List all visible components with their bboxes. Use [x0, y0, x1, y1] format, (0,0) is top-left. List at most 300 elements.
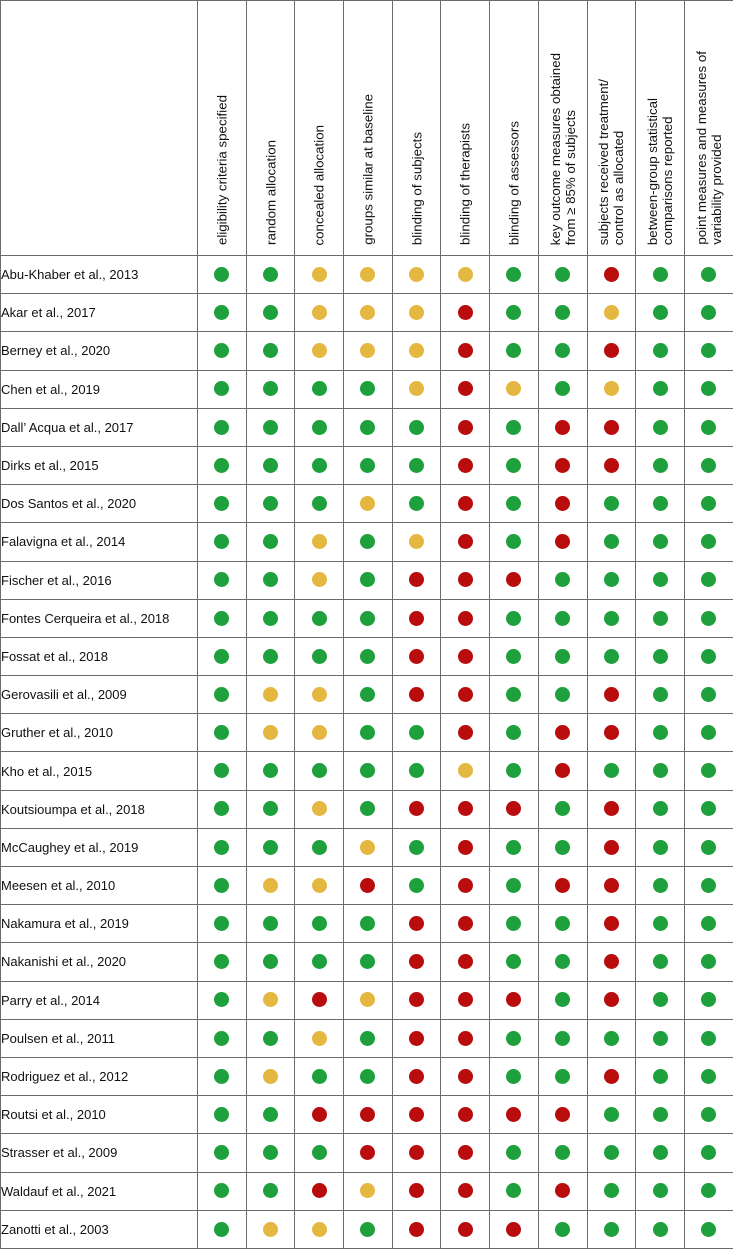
rating-dot-low: [555, 381, 570, 396]
rating-cell: [392, 714, 441, 752]
rating-cell: [295, 1134, 344, 1172]
rating-dot-low: [409, 878, 424, 893]
rating-cell: [490, 485, 539, 523]
rating-cell: [587, 981, 636, 1019]
rating-dot-low: [214, 649, 229, 664]
rating-dot-low: [604, 611, 619, 626]
rating-cell: [587, 561, 636, 599]
rating-cell: [587, 256, 636, 294]
rating-cell: [198, 905, 247, 943]
rating-cell: [246, 446, 295, 484]
rating-cell: [344, 446, 393, 484]
rating-dot-low: [214, 496, 229, 511]
rating-dot-low: [214, 687, 229, 702]
rating-cell: [636, 294, 685, 332]
rating-cell: [636, 561, 685, 599]
study-name: Poulsen et al., 2011: [1, 1019, 198, 1057]
rating-dot-high: [458, 572, 473, 587]
rating-cell: [441, 1134, 490, 1172]
rating-cell: [636, 752, 685, 790]
rating-dot-high: [555, 763, 570, 778]
rating-dot-low: [506, 305, 521, 320]
rating-cell: [295, 714, 344, 752]
criterion-label: key outcome measures obtained from ≥ 85% of subjects: [548, 53, 578, 245]
rating-cell: [441, 370, 490, 408]
rating-dot-low: [653, 534, 668, 549]
rating-dot-low: [701, 343, 716, 358]
rating-dot-low: [409, 420, 424, 435]
rating-dot-low: [312, 649, 327, 664]
rating-dot-high: [604, 687, 619, 702]
study-name: Fischer et al., 2016: [1, 561, 198, 599]
rating-dot-high: [458, 343, 473, 358]
rating-cell: [684, 523, 733, 561]
criterion-header-outcome-85: [538, 1, 587, 256]
table-row: [1, 1096, 733, 1134]
rating-cell: [636, 1096, 685, 1134]
rating-cell: [684, 1096, 733, 1134]
table-row: [1, 1172, 733, 1210]
rating-cell: [490, 256, 539, 294]
table-row: [1, 523, 733, 561]
rating-cell: [246, 714, 295, 752]
rating-cell: [295, 599, 344, 637]
rating-cell: [344, 1096, 393, 1134]
rating-cell: [587, 408, 636, 446]
rating-cell: [538, 828, 587, 866]
rating-dot-low: [653, 1222, 668, 1237]
rating-cell: [246, 828, 295, 866]
rating-dot-high: [604, 954, 619, 969]
rating-cell: [538, 943, 587, 981]
rating-dot-low: [604, 1222, 619, 1237]
rating-dot-low: [506, 1031, 521, 1046]
rating-cell: [684, 981, 733, 1019]
rating-dot-low: [214, 305, 229, 320]
rating-dot-low: [506, 687, 521, 702]
rating-dot-low: [506, 1069, 521, 1084]
rating-cell: [344, 332, 393, 370]
rating-cell: [344, 981, 393, 1019]
criterion-header-concealed-allocation: [295, 1, 344, 256]
rating-cell: [344, 599, 393, 637]
rating-cell: [490, 714, 539, 752]
rating-cell: [198, 714, 247, 752]
rating-cell: [441, 828, 490, 866]
rating-cell: [538, 256, 587, 294]
rating-dot-unclear: [312, 801, 327, 816]
rating-dot-low: [653, 649, 668, 664]
rating-dot-low: [263, 611, 278, 626]
rating-dot-high: [555, 878, 570, 893]
rating-dot-high: [409, 1145, 424, 1160]
rating-dot-low: [360, 420, 375, 435]
rating-dot-unclear: [263, 878, 278, 893]
study-name: Dall’ Acqua et al., 2017: [1, 408, 198, 446]
rating-cell: [490, 752, 539, 790]
rating-cell: [246, 981, 295, 1019]
rating-cell: [295, 1096, 344, 1134]
rating-cell: [538, 981, 587, 1019]
rating-cell: [392, 637, 441, 675]
rating-dot-unclear: [409, 305, 424, 320]
table-row: [1, 561, 733, 599]
rating-cell: [490, 446, 539, 484]
rating-cell: [344, 256, 393, 294]
table-row: [1, 905, 733, 943]
rating-cell: [636, 485, 685, 523]
rating-cell: [198, 1210, 247, 1248]
rating-cell: [538, 294, 587, 332]
study-name: Falavigna et al., 2014: [1, 523, 198, 561]
rating-dot-low: [506, 725, 521, 740]
rating-cell: [295, 867, 344, 905]
rating-cell: [392, 294, 441, 332]
rating-dot-unclear: [409, 381, 424, 396]
rating-cell: [684, 561, 733, 599]
rating-cell: [587, 599, 636, 637]
rating-cell: [344, 408, 393, 446]
rating-dot-high: [506, 1107, 521, 1122]
rating-cell: [392, 1210, 441, 1248]
rating-dot-low: [214, 611, 229, 626]
rating-cell: [587, 332, 636, 370]
rating-cell: [198, 637, 247, 675]
rating-dot-high: [458, 1183, 473, 1198]
rating-cell: [344, 561, 393, 599]
rating-cell: [684, 905, 733, 943]
rating-dot-low: [506, 1145, 521, 1160]
rating-cell: [636, 867, 685, 905]
rating-dot-low: [555, 916, 570, 931]
rating-dot-low: [360, 1069, 375, 1084]
rating-cell: [441, 1096, 490, 1134]
rating-dot-low: [555, 343, 570, 358]
rating-cell: [636, 1172, 685, 1210]
study-name: Rodriguez et al., 2012: [1, 1057, 198, 1095]
rating-dot-high: [409, 954, 424, 969]
rating-dot-low: [214, 725, 229, 740]
rating-cell: [295, 561, 344, 599]
rating-cell: [490, 1210, 539, 1248]
rating-cell: [636, 408, 685, 446]
rating-cell: [587, 637, 636, 675]
rating-cell: [538, 523, 587, 561]
rating-dot-low: [604, 649, 619, 664]
study-name: Fontes Cerqueira et al., 2018: [1, 599, 198, 637]
rating-cell: [295, 523, 344, 561]
rating-dot-high: [409, 801, 424, 816]
rating-dot-low: [312, 1069, 327, 1084]
rating-dot-low: [214, 420, 229, 435]
rating-cell: [392, 1172, 441, 1210]
rating-dot-low: [653, 572, 668, 587]
rating-cell: [246, 867, 295, 905]
rating-dot-low: [312, 763, 327, 778]
rating-dot-low: [214, 458, 229, 473]
rating-cell: [344, 637, 393, 675]
rating-dot-low: [604, 1145, 619, 1160]
table-row: [1, 332, 733, 370]
rating-dot-high: [458, 458, 473, 473]
rating-dot-high: [458, 916, 473, 931]
rating-cell: [636, 790, 685, 828]
rating-dot-low: [263, 381, 278, 396]
rating-cell: [392, 943, 441, 981]
rating-dot-unclear: [312, 687, 327, 702]
rating-dot-low: [555, 992, 570, 1007]
rating-cell: [684, 1057, 733, 1095]
rating-cell: [198, 943, 247, 981]
rating-cell: [344, 370, 393, 408]
rating-cell: [246, 752, 295, 790]
rating-cell: [295, 637, 344, 675]
rating-cell: [344, 714, 393, 752]
rating-cell: [587, 1172, 636, 1210]
rating-cell: [684, 1019, 733, 1057]
rating-dot-low: [604, 496, 619, 511]
rating-cell: [344, 1210, 393, 1248]
rating-dot-high: [409, 611, 424, 626]
rating-dot-high: [409, 916, 424, 931]
rating-cell: [490, 828, 539, 866]
rating-dot-unclear: [360, 1183, 375, 1198]
rating-dot-low: [653, 343, 668, 358]
rating-dot-low: [701, 267, 716, 282]
rating-cell: [246, 294, 295, 332]
rating-cell: [441, 256, 490, 294]
rating-cell: [198, 1096, 247, 1134]
rating-dot-high: [555, 534, 570, 549]
rating-dot-low: [506, 458, 521, 473]
rating-dot-unclear: [360, 496, 375, 511]
rating-cell: [295, 981, 344, 1019]
rating-cell: [490, 867, 539, 905]
rating-dot-low: [214, 916, 229, 931]
rating-dot-high: [458, 840, 473, 855]
rating-dot-low: [360, 954, 375, 969]
rating-cell: [344, 676, 393, 714]
rating-dot-unclear: [360, 305, 375, 320]
rating-dot-low: [506, 611, 521, 626]
rating-dot-low: [263, 458, 278, 473]
rating-dot-low: [360, 572, 375, 587]
rating-dot-low: [263, 1107, 278, 1122]
rating-cell: [344, 485, 393, 523]
rating-dot-low: [653, 611, 668, 626]
rating-cell: [295, 485, 344, 523]
rating-dot-unclear: [360, 343, 375, 358]
rating-cell: [344, 790, 393, 828]
rating-cell: [490, 408, 539, 446]
rating-dot-high: [604, 343, 619, 358]
rating-dot-low: [604, 572, 619, 587]
rating-dot-unclear: [312, 343, 327, 358]
criterion-header-blinding-assessors: [490, 1, 539, 256]
rating-cell: [441, 561, 490, 599]
rating-dot-high: [458, 420, 473, 435]
rating-cell: [295, 752, 344, 790]
table-row: [1, 1210, 733, 1248]
rating-cell: [684, 408, 733, 446]
table-row: [1, 294, 733, 332]
rating-dot-low: [653, 1069, 668, 1084]
rating-dot-low: [653, 381, 668, 396]
rating-dot-low: [214, 1183, 229, 1198]
rating-cell: [392, 1057, 441, 1095]
rating-dot-low: [263, 1031, 278, 1046]
rating-cell: [295, 332, 344, 370]
table-body: [1, 256, 733, 1249]
rating-dot-high: [506, 572, 521, 587]
rating-cell: [246, 485, 295, 523]
rating-dot-low: [312, 1145, 327, 1160]
rating-dot-low: [409, 496, 424, 511]
table-row: [1, 981, 733, 1019]
rating-cell: [684, 714, 733, 752]
rating-dot-low: [506, 420, 521, 435]
rating-dot-low: [653, 1145, 668, 1160]
rating-dot-high: [360, 878, 375, 893]
table-row: [1, 370, 733, 408]
rating-cell: [344, 523, 393, 561]
rating-cell: [295, 256, 344, 294]
study-name: Nakanishi et al., 2020: [1, 943, 198, 981]
rating-dot-low: [701, 496, 716, 511]
rating-dot-low: [214, 267, 229, 282]
rating-dot-low: [701, 381, 716, 396]
rating-cell: [538, 905, 587, 943]
rating-cell: [392, 867, 441, 905]
rating-cell: [198, 256, 247, 294]
rating-dot-low: [701, 611, 716, 626]
rating-cell: [246, 561, 295, 599]
rating-cell: [344, 867, 393, 905]
rating-dot-low: [701, 992, 716, 1007]
rating-dot-low: [214, 840, 229, 855]
table-row: [1, 485, 733, 523]
table-row: [1, 676, 733, 714]
rating-dot-low: [506, 1183, 521, 1198]
rating-dot-low: [263, 572, 278, 587]
rating-dot-low: [653, 1031, 668, 1046]
rating-dot-low: [555, 611, 570, 626]
rating-cell: [538, 676, 587, 714]
rating-dot-low: [701, 1145, 716, 1160]
rating-cell: [538, 332, 587, 370]
rating-dot-low: [214, 572, 229, 587]
rating-dot-low: [263, 534, 278, 549]
rating-cell: [392, 1134, 441, 1172]
rating-dot-low: [653, 1183, 668, 1198]
rating-dot-high: [458, 687, 473, 702]
rating-dot-high: [555, 496, 570, 511]
rating-dot-low: [506, 763, 521, 778]
rating-cell: [684, 867, 733, 905]
table-row: [1, 828, 733, 866]
rating-cell: [636, 1134, 685, 1172]
study-name: Abu-Khaber et al., 2013: [1, 256, 198, 294]
rating-cell: [246, 256, 295, 294]
study-name: Chen et al., 2019: [1, 370, 198, 408]
rating-dot-high: [604, 916, 619, 931]
rating-cell: [295, 370, 344, 408]
rating-dot-low: [653, 267, 668, 282]
rating-cell: [295, 828, 344, 866]
criterion-label: blinding of assessors: [506, 121, 521, 245]
criterion-header-treatment-as-allocated: [587, 1, 636, 256]
study-name: Kho et al., 2015: [1, 752, 198, 790]
study-name: Strasser et al., 2009: [1, 1134, 198, 1172]
table-row: [1, 752, 733, 790]
rating-dot-low: [360, 458, 375, 473]
criterion-label: random allocation: [263, 140, 278, 245]
rating-cell: [636, 599, 685, 637]
rating-dot-high: [312, 1107, 327, 1122]
study-name: Fossat et al., 2018: [1, 637, 198, 675]
header-row: [1, 1, 733, 256]
rating-cell: [490, 905, 539, 943]
rating-dot-low: [604, 1107, 619, 1122]
study-name: Gerovasili et al., 2009: [1, 676, 198, 714]
rating-cell: [538, 714, 587, 752]
rating-dot-high: [458, 649, 473, 664]
rating-cell: [441, 790, 490, 828]
rating-dot-low: [409, 725, 424, 740]
rating-dot-unclear: [263, 1069, 278, 1084]
rating-cell: [587, 1057, 636, 1095]
rating-cell: [684, 790, 733, 828]
rating-cell: [538, 752, 587, 790]
rating-dot-unclear: [312, 1031, 327, 1046]
rating-dot-low: [653, 801, 668, 816]
rating-cell: [246, 1057, 295, 1095]
rating-dot-low: [653, 840, 668, 855]
rating-dot-low: [653, 725, 668, 740]
rating-dot-low: [214, 1222, 229, 1237]
rating-dot-low: [653, 954, 668, 969]
rating-dot-low: [506, 496, 521, 511]
rating-dot-high: [604, 840, 619, 855]
rating-dot-low: [360, 611, 375, 626]
rating-dot-low: [555, 840, 570, 855]
rating-cell: [246, 523, 295, 561]
rating-dot-low: [506, 954, 521, 969]
rating-cell: [441, 523, 490, 561]
rating-cell: [636, 905, 685, 943]
rating-dot-high: [409, 1031, 424, 1046]
rating-cell: [246, 637, 295, 675]
rating-cell: [344, 752, 393, 790]
rating-dot-low: [263, 496, 278, 511]
rating-dot-low: [506, 916, 521, 931]
rating-cell: [441, 637, 490, 675]
rating-cell: [295, 1172, 344, 1210]
rating-dot-low: [701, 1031, 716, 1046]
table-row: [1, 867, 733, 905]
rating-dot-low: [360, 534, 375, 549]
rating-dot-high: [458, 1107, 473, 1122]
rating-cell: [490, 561, 539, 599]
rating-cell: [636, 637, 685, 675]
rating-cell: [295, 446, 344, 484]
rating-cell: [198, 1172, 247, 1210]
rating-dot-unclear: [263, 1222, 278, 1237]
rating-cell: [684, 752, 733, 790]
rating-dot-high: [458, 496, 473, 511]
rating-dot-low: [653, 496, 668, 511]
rating-cell: [490, 599, 539, 637]
